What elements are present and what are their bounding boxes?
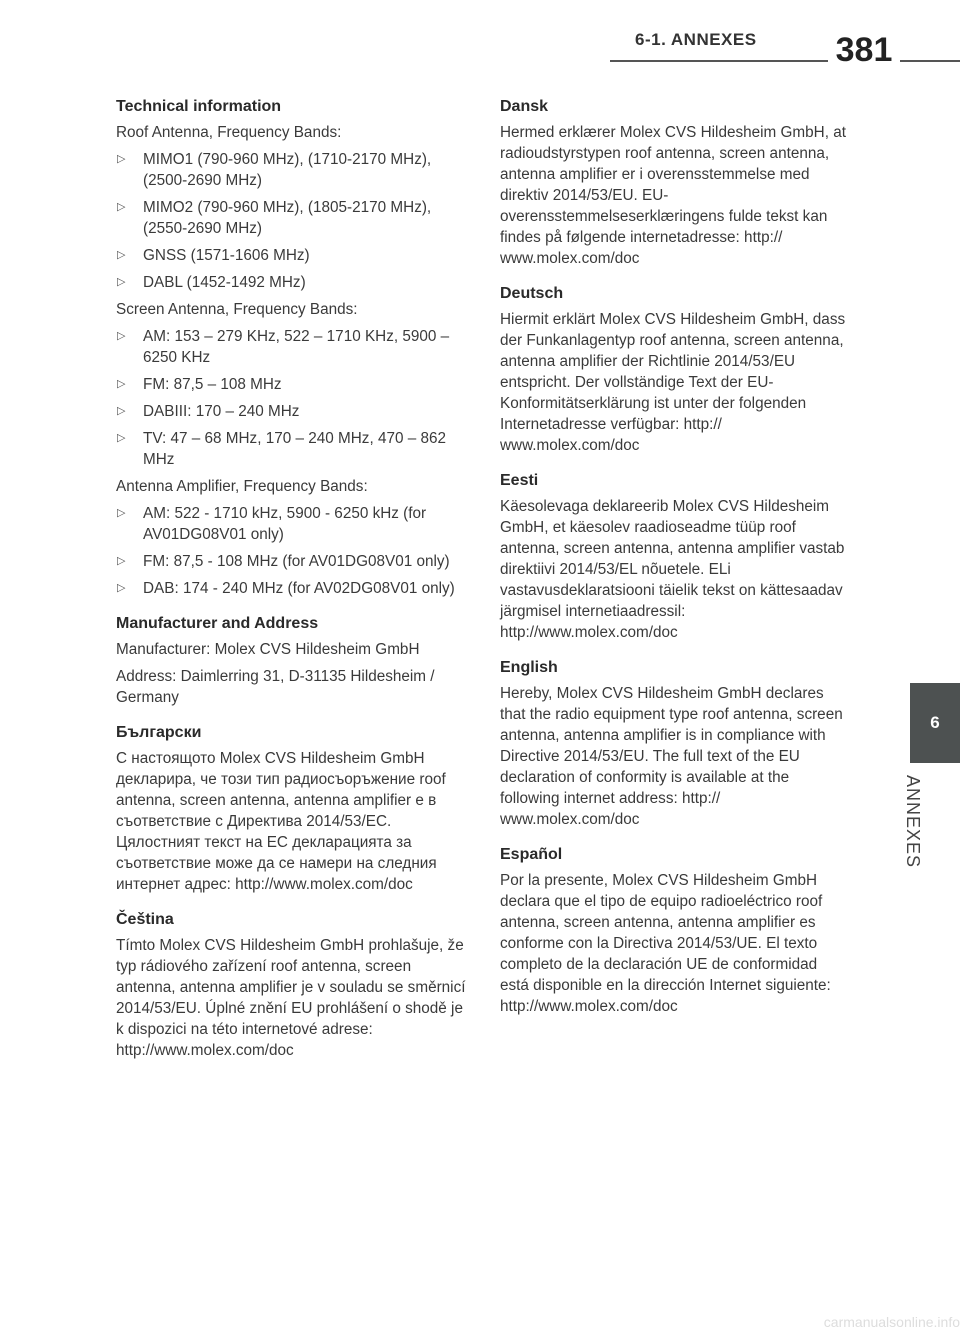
list-item: [116, 503, 466, 545]
english-section: [500, 657, 850, 830]
list-item-text: AM: 522 - 1710 kHz, 5900 - 6250 kHz (for AV01DG08V01 only): [143, 505, 427, 543]
triangle-bullet-icon: ▷: [117, 507, 126, 519]
chapter-label: [898, 775, 938, 895]
list-item: [116, 551, 466, 572]
section-heading: Български: [116, 724, 202, 741]
triangle-bullet-icon: ▷: [117, 330, 126, 342]
declaration-text: Hermed erklærer Molex CVS Hildesheim GmbH, at radioudstyrstypen roof antenna, screen antenna, antenna amplifier er i overensstemmelse med direktiv 2014/53/EU. EU-overensstemmelseserklæringens fulde tekst kan findes på følgende internetadresse: http:// www.molex.com/doc: [500, 124, 846, 267]
german-section: [500, 283, 850, 456]
list-item-text: DABIII: 170 – 240 MHz: [143, 403, 300, 420]
chapter-label-text: ANNEXES: [903, 775, 923, 869]
bulgarian-section: [116, 722, 466, 895]
triangle-bullet-icon: ▷: [117, 201, 126, 213]
spanish-section: [500, 844, 850, 1017]
section-heading: Eesti: [500, 472, 539, 489]
list-item-text: TV: 47 – 68 MHz, 170 – 240 MHz, 470 – 862 MHz: [143, 430, 446, 468]
declaration-text: С настоящото Molex CVS Hildesheim GmbH декларира, че този тип радиосъоръжение roof antenna, screen antenna, antenna amplifier е в съответствие с Директива 2014/53/ЕС. Цялостният текст на ЕС декларацията за съответствие може да се намери на следния интернет адрес: http://www.molex.com/doc: [116, 750, 446, 893]
declaration-text: Käesolevaga deklareerib Molex CVS Hildesheim GmbH, et käesolev raadioseadme tüüp roof antenna, screen antenna, antenna amplifier vastab direktiivi 2014/53/EL nõuetele. ELi vastavusdeklaratsiooni täielik tekst on kättesaadav järgmisel internetiaadressil: http://www.molex.com/doc: [500, 498, 845, 641]
manufacturer-section: [116, 613, 466, 708]
triangle-bullet-icon: ▷: [117, 249, 126, 261]
czech-section: [116, 909, 466, 1061]
left-column: [116, 96, 466, 1075]
watermark: carmanualsonline.info: [823, 1314, 960, 1330]
section-heading: Čeština: [116, 911, 174, 928]
list-item: [116, 401, 466, 422]
declaration-text: Hereby, Molex CVS Hildesheim GmbH declares that the radio equipment type roof antenna, screen antenna, antenna amplifier is in compliance with Directive 2014/53/EU. The full text of the EU declaration of conformity is available at the following internet address: http:// www.molex.com/doc: [500, 685, 843, 828]
list-item: [116, 578, 466, 599]
list-item: [116, 149, 466, 191]
section-heading: Manufacturer and Address: [116, 615, 319, 632]
estonian-section: [500, 470, 850, 643]
declaration-text: Por la presente, Molex CVS Hildesheim GmbH declara que el tipo de equipo radioeléctrico roof antenna, screen antenna, antenna amplifier es conforme con la Directiva 2014/53/UE. El texto completo de la declaración UE de conformidad está disponible en la dirección Internet siguiente: http://www.molex.com/doc: [500, 872, 831, 1015]
chapter-tab[interactable]: 6: [910, 683, 960, 763]
amplifier-list: [116, 503, 466, 599]
page-number: 381: [828, 30, 900, 70]
technical-information-section: [116, 96, 466, 599]
list-item-text: DAB: 174 - 240 MHz (for AV02DG08V01 only): [143, 580, 455, 597]
list-item: [116, 326, 466, 368]
roof-antenna-title: Roof Antenna, Frequency Bands:: [116, 124, 342, 141]
list-item: [116, 374, 466, 395]
declaration-text: Hiermit erklärt Molex CVS Hildesheim GmbH, dass der Funkanlagentyp roof antenna, screen antenna, antenna amplifier der Richtlinie 2014/53/EU entspricht. Der vollständige Text der EU-Konformitätserklärung ist unter der folgenden Internetadresse verfügbar: http:// www.molex.com/doc: [500, 311, 846, 454]
list-item-text: FM: 87,5 – 108 MHz: [143, 376, 282, 393]
section-title: 6-1. ANNEXES: [635, 30, 757, 49]
section-heading: English: [500, 659, 558, 676]
triangle-bullet-icon: ▷: [117, 276, 126, 288]
triangle-bullet-icon: ▷: [117, 153, 126, 165]
triangle-bullet-icon: ▷: [117, 405, 126, 417]
manufacturer-name: Manufacturer: Molex CVS Hildesheim GmbH: [116, 641, 420, 658]
triangle-bullet-icon: ▷: [117, 378, 126, 390]
list-item: [116, 197, 466, 239]
roof-antenna-list: [116, 149, 466, 293]
list-item: [116, 428, 466, 470]
right-column: [500, 96, 850, 1031]
screen-antenna-title: Screen Antenna, Frequency Bands:: [116, 301, 358, 318]
section-heading: Español: [500, 846, 563, 863]
triangle-bullet-icon: ▷: [117, 555, 126, 567]
danish-section: [500, 96, 850, 269]
amplifier-title: Antenna Amplifier, Frequency Bands:: [116, 478, 368, 495]
list-item-text: AM: 153 – 279 KHz, 522 – 1710 KHz, 5900 – 6250 KHz: [143, 328, 450, 366]
list-item-text: MIMO1 (790-960 MHz), (1710-2170 MHz), (2500-2690 MHz): [143, 151, 432, 189]
list-item-text: MIMO2 (790-960 MHz), (1805-2170 MHz), (2550-2690 MHz): [143, 199, 432, 237]
manufacturer-address: Address: Daimlerring 31, D-31135 Hildesheim / Germany: [116, 668, 435, 706]
section-heading: Dansk: [500, 98, 549, 115]
section-heading: Deutsch: [500, 285, 564, 302]
list-item-text: DABL (1452-1492 MHz): [143, 274, 306, 291]
header-divider: [610, 60, 960, 62]
list-item-text: FM: 87,5 - 108 MHz (for AV01DG08V01 only): [143, 553, 450, 570]
list-item: [116, 272, 466, 293]
triangle-bullet-icon: ▷: [117, 582, 126, 594]
declaration-text: Tímto Molex CVS Hildesheim GmbH prohlašuje, že typ rádiového zařízení roof antenna, screen antenna, antenna amplifier je v souladu se směrnicí 2014/53/EU. Úplné znění EU prohlášení o shodě je k dispozici na této internetové adrese: http://www.molex.com/doc: [116, 937, 466, 1059]
triangle-bullet-icon: ▷: [117, 432, 126, 444]
section-heading: Technical information: [116, 98, 282, 115]
screen-antenna-list: [116, 326, 466, 470]
list-item-text: GNSS (1571-1606 MHz): [143, 247, 310, 264]
list-item: [116, 245, 466, 266]
